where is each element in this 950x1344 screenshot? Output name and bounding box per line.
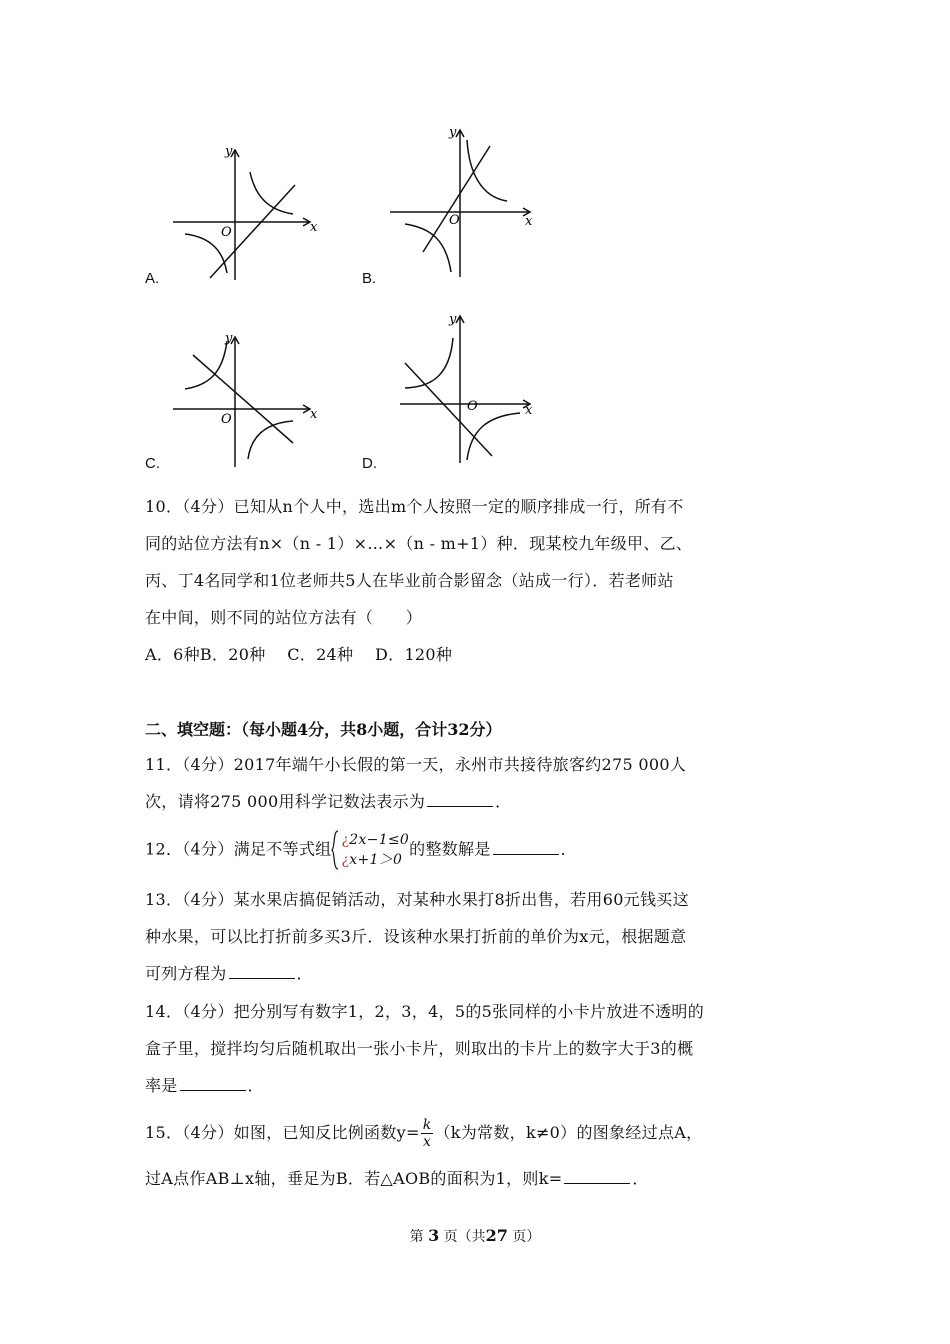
x-axis-label: x — [310, 407, 318, 422]
graph-option-b — [385, 122, 545, 282]
q15-line: 15．（4分）如图，已知反比例函数y= $\frac{k}{x}$ （k为常数，k≠0）的图象经过点A， — [145, 1117, 703, 1150]
x-axis-label: x — [525, 214, 533, 229]
question-10 — [145, 488, 810, 673]
x-axis-label: x — [525, 403, 533, 418]
x-axis-label: x — [310, 220, 318, 235]
q10-line: 10．（4分）已知从n个人中，选出m个人按照一定的顺序排成一行，所有不 — [145, 497, 684, 516]
answer-blank — [180, 1074, 246, 1091]
graph-option-d — [395, 308, 545, 468]
graph-option-c — [165, 327, 325, 472]
question-13 — [145, 881, 810, 992]
section-heading: 二、填空题：（每小题4分，共8小题，合计32分） — [145, 720, 502, 739]
q10-line: 同的站位方法有n×（n - 1）×…×（n - m+1）种．现某校九年级甲、乙、 — [145, 534, 693, 553]
origin-label: O — [467, 399, 478, 414]
question-11 — [145, 746, 810, 820]
graph-option-a — [165, 140, 325, 285]
y-axis-label: y — [449, 125, 457, 140]
q15-line: 过A点作AB⊥x轴，垂足为B．若△AOB的面积为1，则k= ． — [145, 1169, 649, 1188]
y-axis-label: y — [225, 144, 233, 159]
total-pages: 27 — [485, 1226, 508, 1245]
page-footer: 第 3 页（共27 页） — [409, 1226, 541, 1245]
answer-blank — [427, 790, 493, 807]
q14-line: 14．（4分）把分别写有数字1，2，3，4，5的5张同样的小卡片放进不透明的 — [145, 1002, 705, 1021]
q10-line: 丙、丁4名同学和1位老师共5人在毕业前合影留念（站成一行）．若老师站 — [145, 571, 674, 590]
origin-label: O — [221, 412, 232, 427]
question-14 — [145, 993, 810, 1104]
q13-line: 13．（4分）某水果店搞促销活动，对某种水果打8折出售，若用60元钱买这 — [145, 890, 689, 909]
question-12 — [145, 830, 810, 870]
q11-line: 11．（4分）2017年端午小长假的第一天，永州市共接待旅客约275 000人 — [145, 755, 687, 774]
fraction-k-over-x: $\frac{k}{x}$ — [422, 1117, 432, 1150]
question-15 — [145, 1110, 810, 1202]
y-axis-label: y — [449, 312, 457, 327]
q14-line: 盒子里，搅拌均匀后随机取出一张小卡片，则取出的卡片上的数字大于3的概 — [145, 1039, 694, 1058]
option-a-label: A. — [145, 270, 160, 287]
q12-line: 12．（4分）满足不等式组 ¿2x−1≤0 ¿x+1＞0 的整数解是 ． — [145, 832, 577, 868]
option-c-label: C. — [145, 455, 160, 472]
answer-blank — [493, 838, 559, 855]
answer-blank — [564, 1167, 630, 1184]
q11-line: 次，请将275 000用科学记数法表示为 ． — [145, 792, 512, 811]
answer-blank — [229, 962, 295, 979]
page-number: 3 — [428, 1226, 440, 1245]
q10-options: A．6种B．20种 C．24种 D．120种 — [145, 645, 453, 664]
option-d-label: D. — [362, 455, 377, 472]
origin-label: O — [449, 213, 460, 228]
inequality-system: ¿2x−1≤0 ¿x+1＞0 — [331, 830, 409, 870]
origin-label: O — [221, 225, 232, 240]
q13-line: 种水果，可以比打折前多买3斤．设该种水果打折前的单价为x元，根据题意 — [145, 927, 687, 946]
option-b-label: B. — [362, 270, 377, 287]
q13-line: 可列方程为 ． — [145, 964, 313, 983]
q14-line: 率是 ． — [145, 1076, 264, 1095]
y-axis-label: y — [225, 331, 233, 346]
q10-line: 在中间，则不同的站位方法有（ ） — [145, 608, 423, 627]
